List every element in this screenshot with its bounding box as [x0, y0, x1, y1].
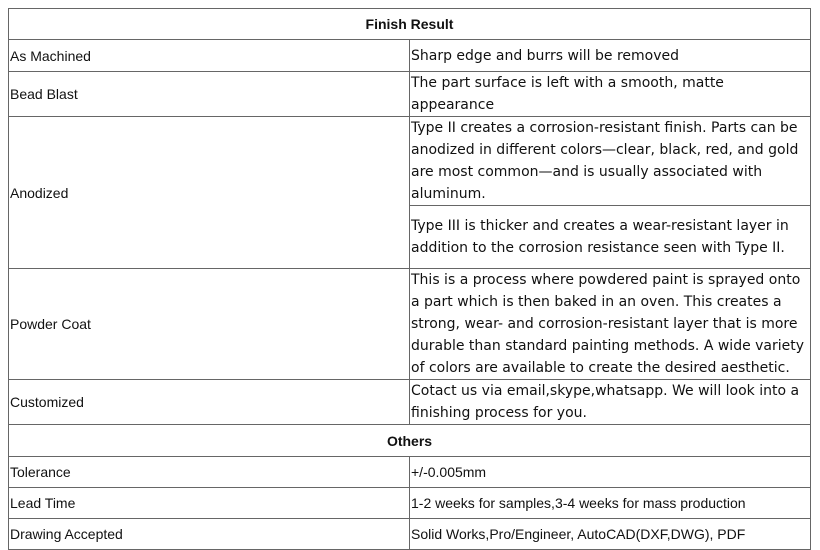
row-label-anodized: Anodized — [9, 117, 410, 269]
row-value-anodized-type2: Type II creates a corrosion-resistant finish. Parts can be anodized in different colors—clear, black, red, and gold are most common—and is usually associated with aluminum. — [410, 117, 811, 206]
table-row — [9, 519, 811, 550]
table-row — [9, 488, 811, 519]
row-label-tolerance: Tolerance — [9, 457, 410, 488]
table-row — [9, 457, 811, 488]
row-label-drawing-accepted: Drawing Accepted — [9, 519, 410, 550]
row-value-bead-blast: The part surface is left with a smooth, matte appearance — [410, 72, 811, 117]
row-value-customized: Cotact us via email,skype,whatsapp. We will look into a finishing process for you. — [410, 380, 811, 425]
table-row — [9, 40, 811, 72]
row-label-customized: Customized — [9, 380, 410, 425]
finish-header-row — [9, 9, 811, 40]
row-value-as-machined: Sharp edge and burrs will be removed — [410, 40, 811, 72]
table-row — [9, 269, 811, 380]
finish-result-header: Finish Result — [9, 9, 811, 40]
finish-spec-table — [8, 8, 811, 550]
row-label-as-machined: As Machined — [9, 40, 410, 72]
row-label-powder-coat: Powder Coat — [9, 269, 410, 380]
row-label-lead-time: Lead Time — [9, 488, 410, 519]
table-row — [9, 117, 811, 206]
row-value-drawing-accepted: Solid Works,Pro/Engineer, AutoCAD(DXF,DWG), PDF — [410, 519, 811, 550]
row-value-lead-time: 1-2 weeks for samples,3-4 weeks for mass production — [410, 488, 811, 519]
row-value-tolerance: +/-0.005mm — [410, 457, 811, 488]
row-value-powder-coat: This is a process where powdered paint is sprayed onto a part which is then baked in an oven. This creates a strong, wear- and corrosion-resistant layer that is more durable than standard painting methods. A wide variety of colors are available to create the desired aesthetic. — [410, 269, 811, 380]
others-header-row — [9, 425, 811, 457]
others-header: Others — [9, 425, 811, 457]
table-row — [9, 72, 811, 117]
row-value-anodized-type3: Type III is thicker and creates a wear-resistant layer in addition to the corrosion resistance seen with Type II. — [410, 206, 811, 269]
row-label-bead-blast: Bead Blast — [9, 72, 410, 117]
spec-table-container — [8, 8, 811, 550]
table-row — [9, 380, 811, 425]
